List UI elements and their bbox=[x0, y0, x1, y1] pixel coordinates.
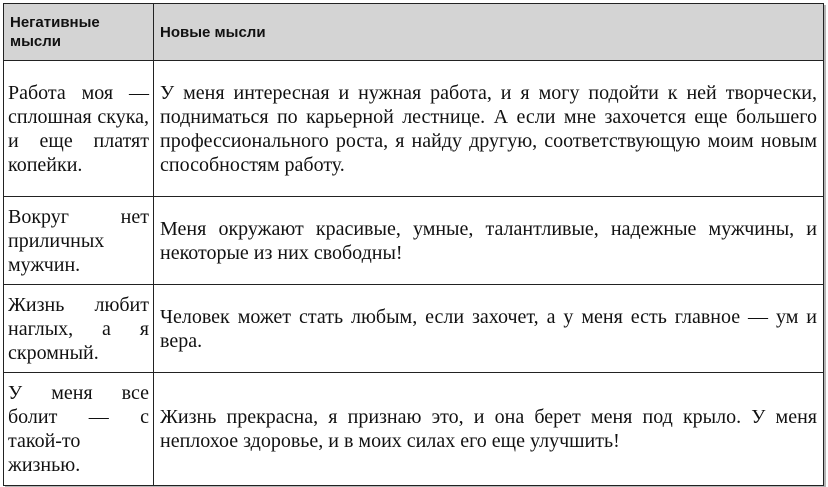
table-row bbox=[4, 197, 824, 285]
new-thought-cell: Жизнь прекрасна, я признаю это, и она берет меня под крыло. У меня неплохое здоровье, и в моих силах его еще улучшить! bbox=[154, 373, 824, 486]
negative-thought-cell: Вокруг нет приличных мужчин. bbox=[4, 197, 154, 285]
new-thought-cell: Человек может стать любым, если захочет, а у меня есть главное — ум и вера. bbox=[154, 285, 824, 373]
table-row bbox=[4, 373, 824, 486]
header-new-thoughts: Новые мысли bbox=[154, 4, 824, 61]
new-thought-cell: Меня окружают красивые, умные, талантливые, надежные мужчины, и некоторые из них свободны! bbox=[154, 197, 824, 285]
negative-thought-cell: Работа моя — сплошная скука, и еще платят копейки. bbox=[4, 61, 154, 197]
negative-thought-cell: Жизнь любит наглых, а я скромный. bbox=[4, 285, 154, 373]
table-header-row bbox=[4, 4, 824, 61]
table-row bbox=[4, 285, 824, 373]
new-thought-cell: У меня интересная и нужная работа, и я могу подойти к ней творчески, подниматься по карьерной лестнице. А если мне захочется еще большего профессионального роста, я найду другую, соответствующую моим новым способностям работу. bbox=[154, 61, 824, 197]
negative-thought-cell: У меня все болит — с такой-то жизнью. bbox=[4, 373, 154, 486]
table-row bbox=[4, 61, 824, 197]
thoughts-table bbox=[3, 3, 824, 486]
header-negative-thoughts: Негативные мысли bbox=[4, 4, 154, 61]
